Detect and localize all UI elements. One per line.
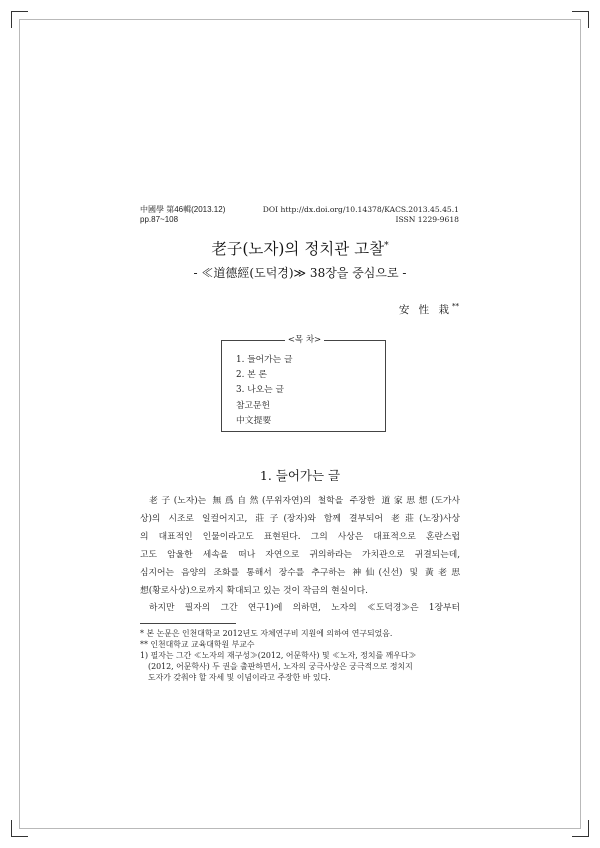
journal-info bbox=[140, 205, 225, 225]
footnote-line: * 본 논문은 인천대학교 2012년도 자체연구비 지원에 의하여 연구되었음. bbox=[140, 629, 393, 638]
toc-item[interactable]: 2. 본 론 bbox=[236, 370, 267, 381]
footnotes bbox=[140, 628, 460, 683]
paper-title-text: 老子(노자)의 정치관 고찰 bbox=[211, 240, 385, 258]
footnote-line: 도자가 갖춰야 할 자세 및 이념이라고 주장한 바 있다. bbox=[148, 673, 331, 682]
body-text bbox=[140, 493, 460, 618]
section-heading: 1. 들어가는 글 bbox=[259, 468, 341, 483]
body-line: 상)의 시조로 일컬어지고, 莊子(장자)와 함께 결부되어 老莊(노장)사상 bbox=[140, 513, 460, 524]
body-line: 想(황로사상)으로까지 확대되고 있는 것이 작금의 현실이다. bbox=[140, 585, 368, 596]
author-name: 安 性 栽 bbox=[398, 304, 452, 316]
toc-item[interactable]: 中文提要 bbox=[236, 415, 272, 426]
footnote-line: ** 인천대학교 교육대학원 부교수 bbox=[140, 640, 255, 649]
body-line: 의 대표적인 인물이라고도 표현된다. 그의 사상은 대표적으로 혼란스럽 bbox=[140, 531, 460, 542]
paper-title bbox=[0, 237, 600, 259]
author bbox=[399, 302, 459, 317]
body-line: 심지어는 음양의 조화를 통해서 장수를 추구하는 神仙(신선) 및 黃老思 bbox=[140, 567, 460, 578]
table-of-contents bbox=[221, 335, 386, 432]
title-footnote-mark: * bbox=[384, 240, 389, 251]
footnote-rule bbox=[140, 623, 236, 624]
body-line: 고도 암울한 세속을 떠나 자연으로 귀의하라는 가치관으로 귀결되는데, bbox=[140, 549, 460, 560]
body-line: 하지만 필자의 그간 연구1)에 의하면, 노자의 ≪도덕경≫은 1장부터 bbox=[149, 603, 460, 614]
toc-heading: <목 차> bbox=[222, 335, 387, 346]
issn-line: ISSN 1229-9618 bbox=[395, 215, 459, 224]
toc-list bbox=[236, 353, 292, 429]
doi-line: DOI http://dx.doi.org/10.14378/KACS.2013.45.45.1 bbox=[262, 205, 459, 214]
paper-subtitle: - ≪道德經(도덕경)≫ 38장을 중심으로 - bbox=[193, 266, 407, 280]
pages-line: pp.87~108 bbox=[140, 215, 179, 224]
body-line: 老子(노자)는 無爲自然(무위자연)의 철학을 주장한 道家思想(도가사 bbox=[149, 496, 460, 506]
toc-item[interactable]: 참고문헌 bbox=[236, 400, 270, 411]
crop-mark-top-right bbox=[572, 11, 589, 28]
footnote-line: (2012, 어문학사) 두 권을 출판하면서, 노자의 궁극사상은 궁극적으로 정치지 bbox=[148, 662, 413, 671]
doi-info bbox=[263, 205, 459, 225]
crop-mark-bottom-left bbox=[11, 820, 28, 837]
journal-line: 中國學 第46輯(2013.12) bbox=[140, 205, 226, 214]
crop-mark-bottom-right bbox=[572, 820, 589, 837]
footnote-line: 1) 필자는 그간 ≪노자의 재구성≫(2012, 어문학사) 및 ≪노자, 정치를 깨우다≫ bbox=[140, 651, 417, 660]
author-footnote-mark: ** bbox=[452, 302, 459, 311]
toc-item[interactable]: 3. 나오는 글 bbox=[236, 385, 284, 396]
toc-item[interactable]: 1. 들어가는 글 bbox=[236, 355, 293, 365]
crop-mark-top-left bbox=[11, 11, 28, 28]
